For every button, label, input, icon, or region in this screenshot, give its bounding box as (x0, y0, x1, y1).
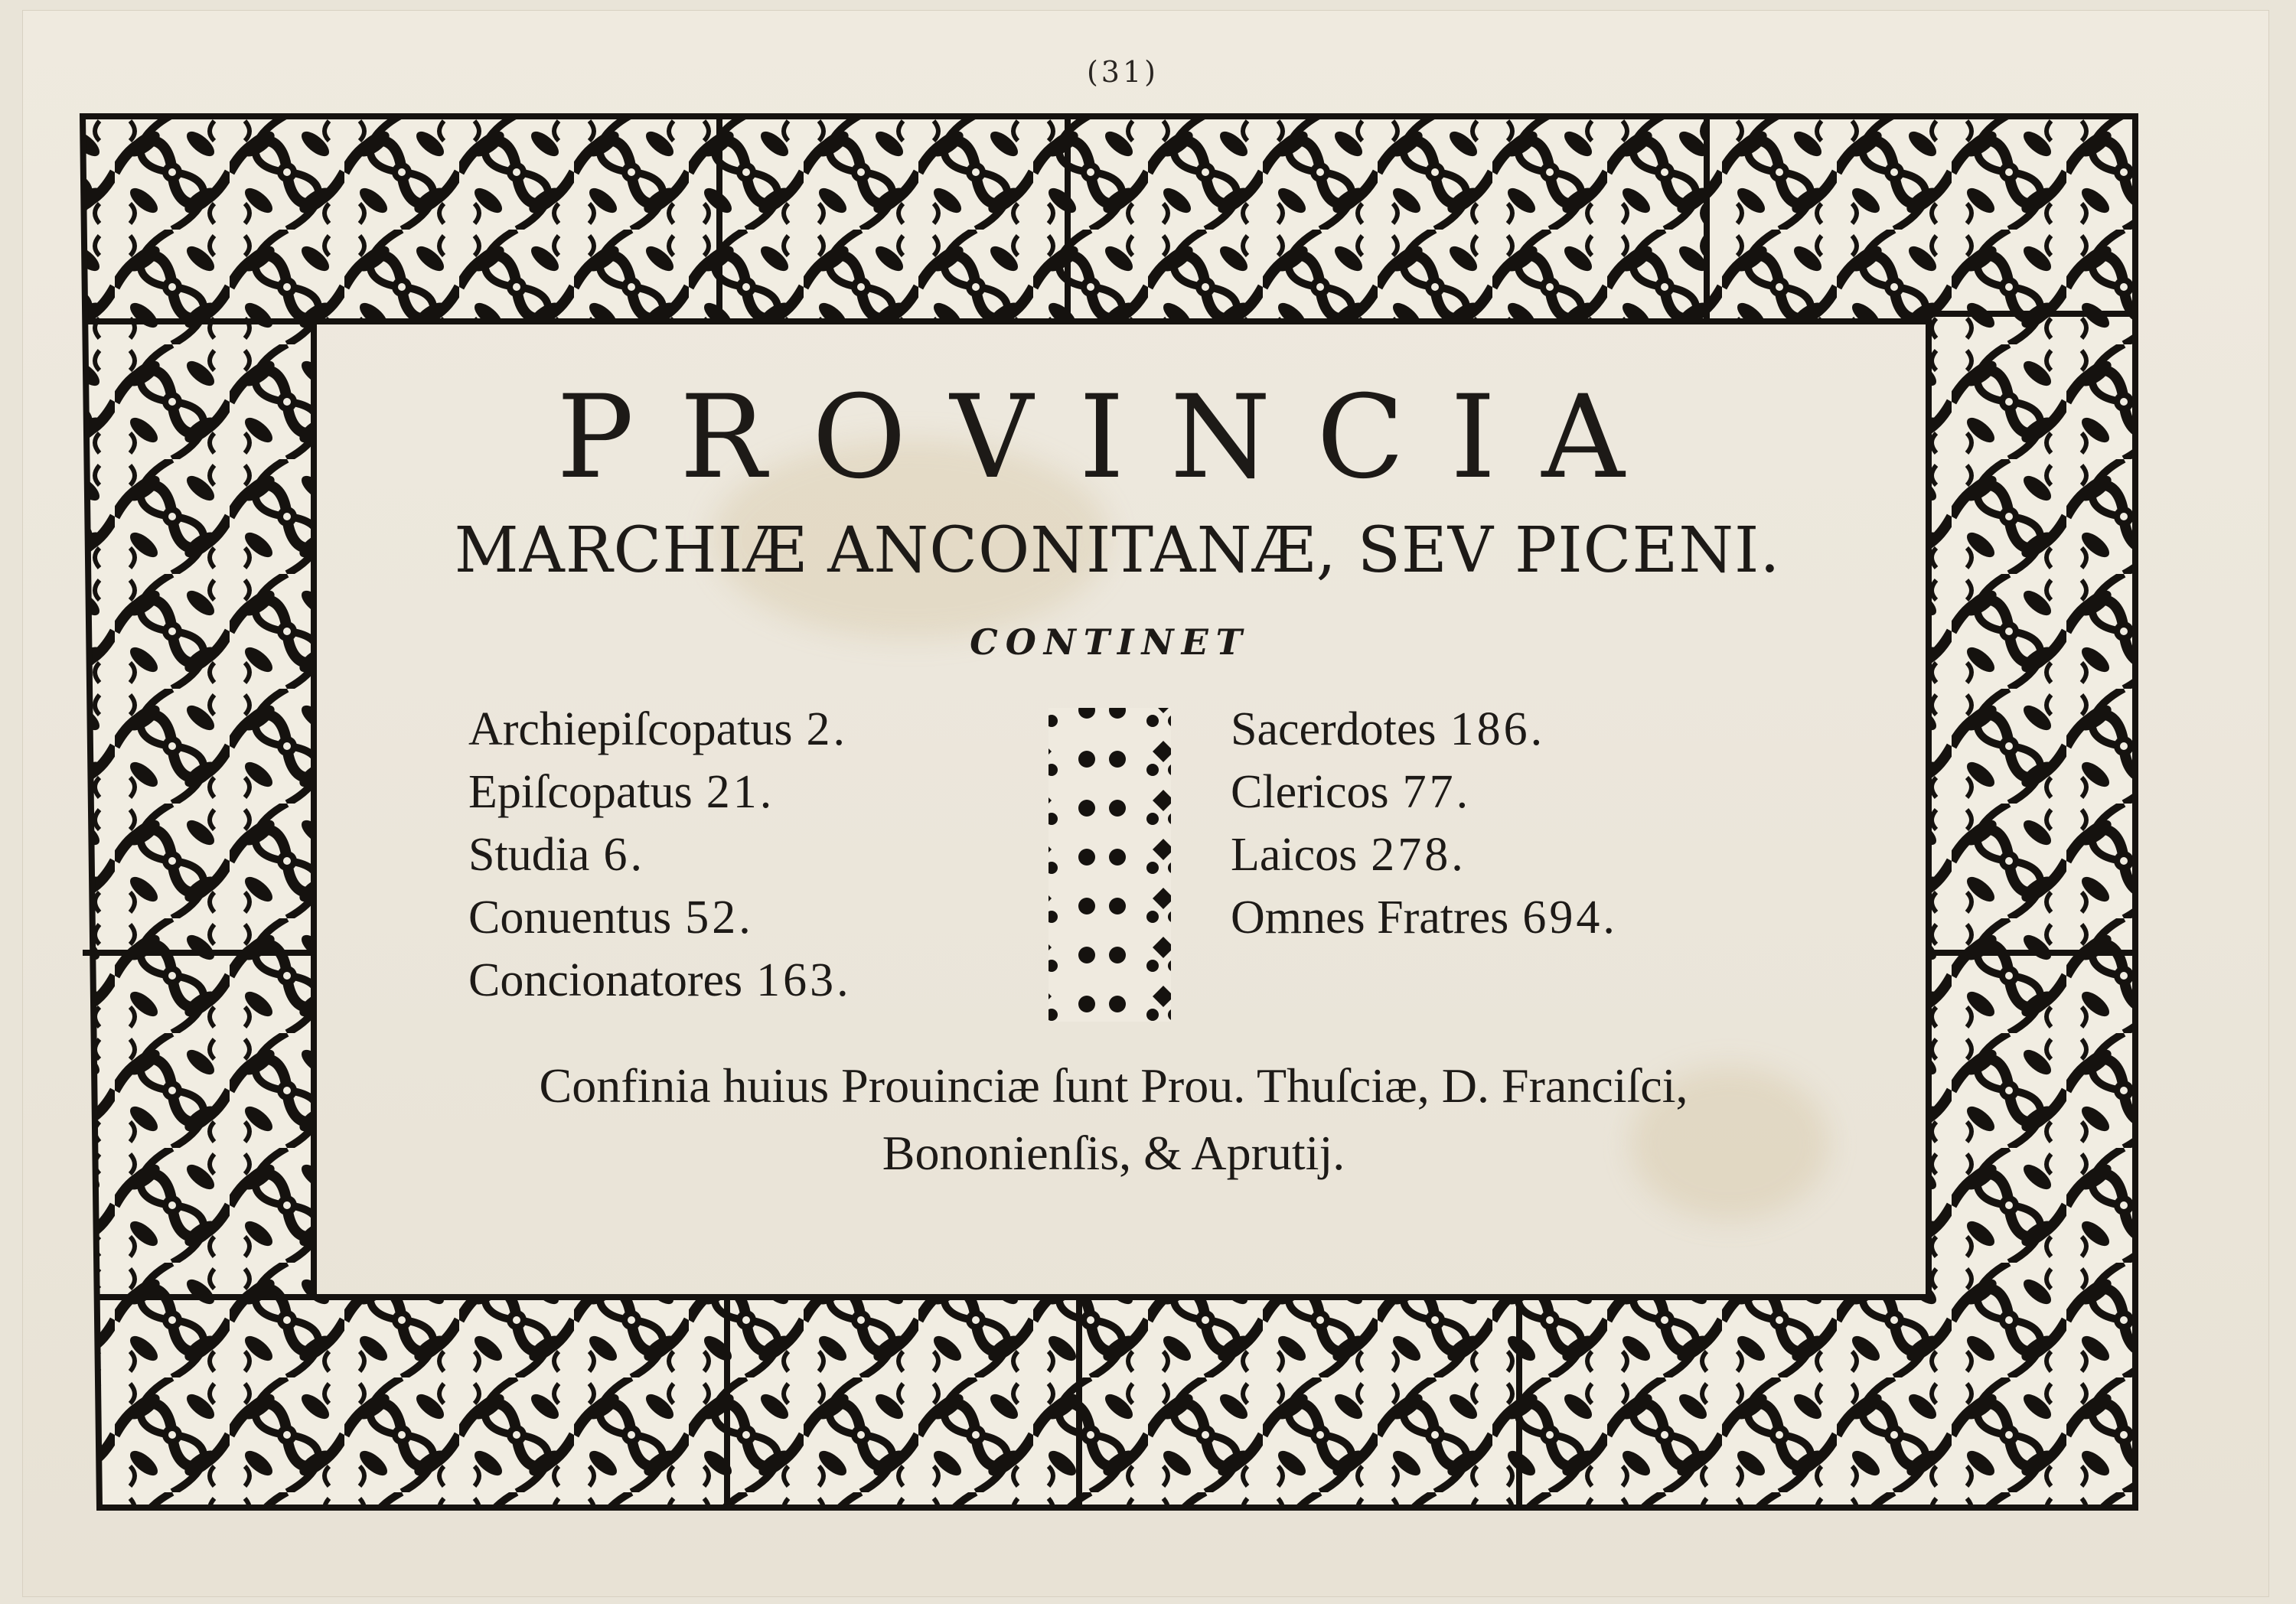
item-label: Sacerdotes (1231, 703, 1437, 755)
list-item (1231, 698, 1618, 761)
item-label: Studia (468, 829, 590, 881)
list-item (468, 886, 852, 949)
item-value: 6. (603, 829, 645, 881)
page-title: PROVINCIA (556, 371, 1671, 504)
confinia-line: Bononienſis, & Aprutij. (882, 1126, 1345, 1180)
item-label: Laicos (1231, 829, 1358, 881)
list-item (468, 949, 852, 1012)
list-item (1231, 761, 1618, 823)
confinia-text (429, 1052, 1799, 1187)
left-column (468, 698, 852, 1012)
item-value: 186. (1450, 703, 1546, 755)
list-item (468, 761, 852, 823)
item-label: Clericos (1231, 766, 1389, 818)
item-value: 52. (685, 892, 754, 944)
list-item (468, 698, 852, 761)
page-subtitle: MARCHIÆ ANCONITANÆ, SEV PICENI. (454, 514, 1781, 587)
item-label: Epiſcopatus (468, 766, 693, 818)
item-value: 694. (1522, 892, 1618, 944)
list-item (468, 823, 852, 886)
page-number: (31) (1086, 55, 1159, 89)
item-label: Omnes Fratres (1231, 892, 1509, 944)
list-item (1231, 886, 1618, 949)
item-value: 278. (1371, 829, 1466, 881)
right-column (1231, 698, 1618, 949)
item-value: 77. (1402, 766, 1472, 818)
item-value: 2. (806, 703, 849, 755)
item-label: Conuentus (468, 892, 672, 944)
item-label: Concionatores (468, 954, 743, 1006)
central-ornament (1049, 708, 1171, 1022)
continet-heading: CONTINET (970, 621, 1250, 663)
list-item (1231, 823, 1618, 886)
item-label: Archiepiſcopatus (468, 703, 793, 755)
confinia-line: Confinia huius Prouinciæ ſunt Prou. Thuſciæ, D. Franciſci, (539, 1058, 1688, 1113)
item-value: 163. (756, 954, 852, 1006)
item-value: 21. (706, 766, 775, 818)
